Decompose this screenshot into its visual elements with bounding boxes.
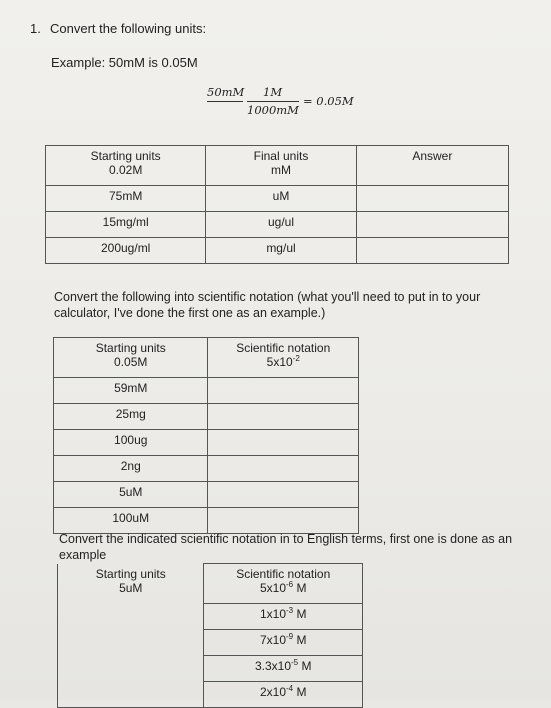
table3-sci-value: $5x10^{-6}$ M	[259, 580, 307, 595]
table2-start-value: 25mg	[54, 404, 208, 430]
table2-cell-start-1	[54, 338, 208, 378]
table3-sci-value: $1x10^{-3}$ M	[204, 604, 363, 630]
fraction-bar-2	[247, 101, 299, 102]
table2-header-starting-units: Starting units	[95, 341, 166, 355]
table1-cell-answer-1[interactable]	[356, 146, 508, 186]
table2-answer-cell[interactable]	[208, 456, 359, 482]
question-1-title: Convert the following units:	[50, 21, 207, 36]
table1-header-final-units: Final units	[253, 149, 309, 163]
table1-cell-start-1	[46, 146, 206, 186]
example-text: Example: 50mM is 0.05M	[51, 55, 198, 70]
table2-answer-cell[interactable]	[208, 482, 359, 508]
table3-cell-start-1	[58, 564, 204, 604]
table1-start-value: 0.02M	[108, 163, 143, 177]
table1-cell-final-1	[206, 146, 356, 186]
table2-header-scientific-notation: Scientific notation	[236, 341, 331, 355]
table3-cell-sci-1	[204, 564, 363, 604]
scientific-notation-table	[53, 337, 359, 534]
table3-sci-value: $7x10^{-9}$ M	[204, 630, 363, 656]
table1-header-starting-units: Starting units	[90, 149, 161, 163]
question-number: 1.	[30, 21, 41, 36]
question-3-instructions: Convert the indicated scientific notation in to English terms, first one is done as an example	[59, 532, 513, 562]
table2-start-value: 5uM	[54, 482, 208, 508]
table3-answer-cell[interactable]	[58, 630, 204, 656]
table2-start-value: 59mM	[54, 378, 208, 404]
equation-numerator-1: 50mM	[207, 85, 245, 99]
table1-start-value: 75mM	[46, 186, 206, 212]
table3-answer-cell[interactable]	[58, 682, 204, 708]
table1-start-value: 200ug/ml	[46, 238, 206, 264]
table2-answer-cell[interactable]	[208, 378, 359, 404]
english-terms-table	[57, 563, 363, 708]
table3-answer-cell[interactable]	[58, 656, 204, 682]
question-2-instructions: Convert the following into scientific notation (what you'll need to put in to your calculator, I've done the first one as an example.)	[54, 290, 481, 320]
table2-start-value: 2ng	[54, 456, 208, 482]
table2-cell-sci-1	[208, 338, 359, 378]
table3-start-value: 5uM	[119, 580, 143, 595]
table2-start-value: 100ug	[54, 430, 208, 456]
table3-header-starting-units: Starting units	[95, 566, 166, 581]
table2-start-value: 0.05M	[114, 355, 148, 369]
question-1-heading	[30, 21, 206, 36]
table3-header-scientific-notation: Scientific notation	[236, 567, 331, 581]
table3-sci-value: $3.3x10^{-5}$ M	[204, 656, 363, 682]
table2-answer-cell[interactable]	[208, 508, 359, 534]
equation-result: = 0.05M	[303, 94, 354, 108]
equation-numerator-2: 1M	[263, 85, 283, 99]
table1-final-value: uM	[206, 186, 356, 212]
table2-sci-value: $5x10^{-2}$	[266, 354, 300, 369]
table1-start-value: 15mg/ml	[46, 212, 206, 238]
table2-answer-cell[interactable]	[208, 404, 359, 430]
table1-answer-cell[interactable]	[356, 212, 508, 238]
equation-denominator-2: 1000mM	[247, 103, 299, 117]
table3-sci-value: $2x10^{-4}$ M	[204, 682, 363, 708]
table1-final-value: mg/ul	[206, 238, 356, 264]
table1-answer-cell[interactable]	[356, 186, 508, 212]
table1-final-value: ug/ul	[206, 212, 356, 238]
table1-answer-cell[interactable]	[356, 238, 508, 264]
table2-start-value: 100uM	[54, 508, 208, 534]
table1-final-value: mM	[270, 163, 291, 177]
unit-conversion-table	[45, 145, 509, 264]
table1-header-answer: Answer	[412, 149, 453, 163]
table3-answer-cell[interactable]	[58, 604, 204, 630]
fraction-bar-1	[207, 101, 243, 102]
table2-answer-cell[interactable]	[208, 430, 359, 456]
